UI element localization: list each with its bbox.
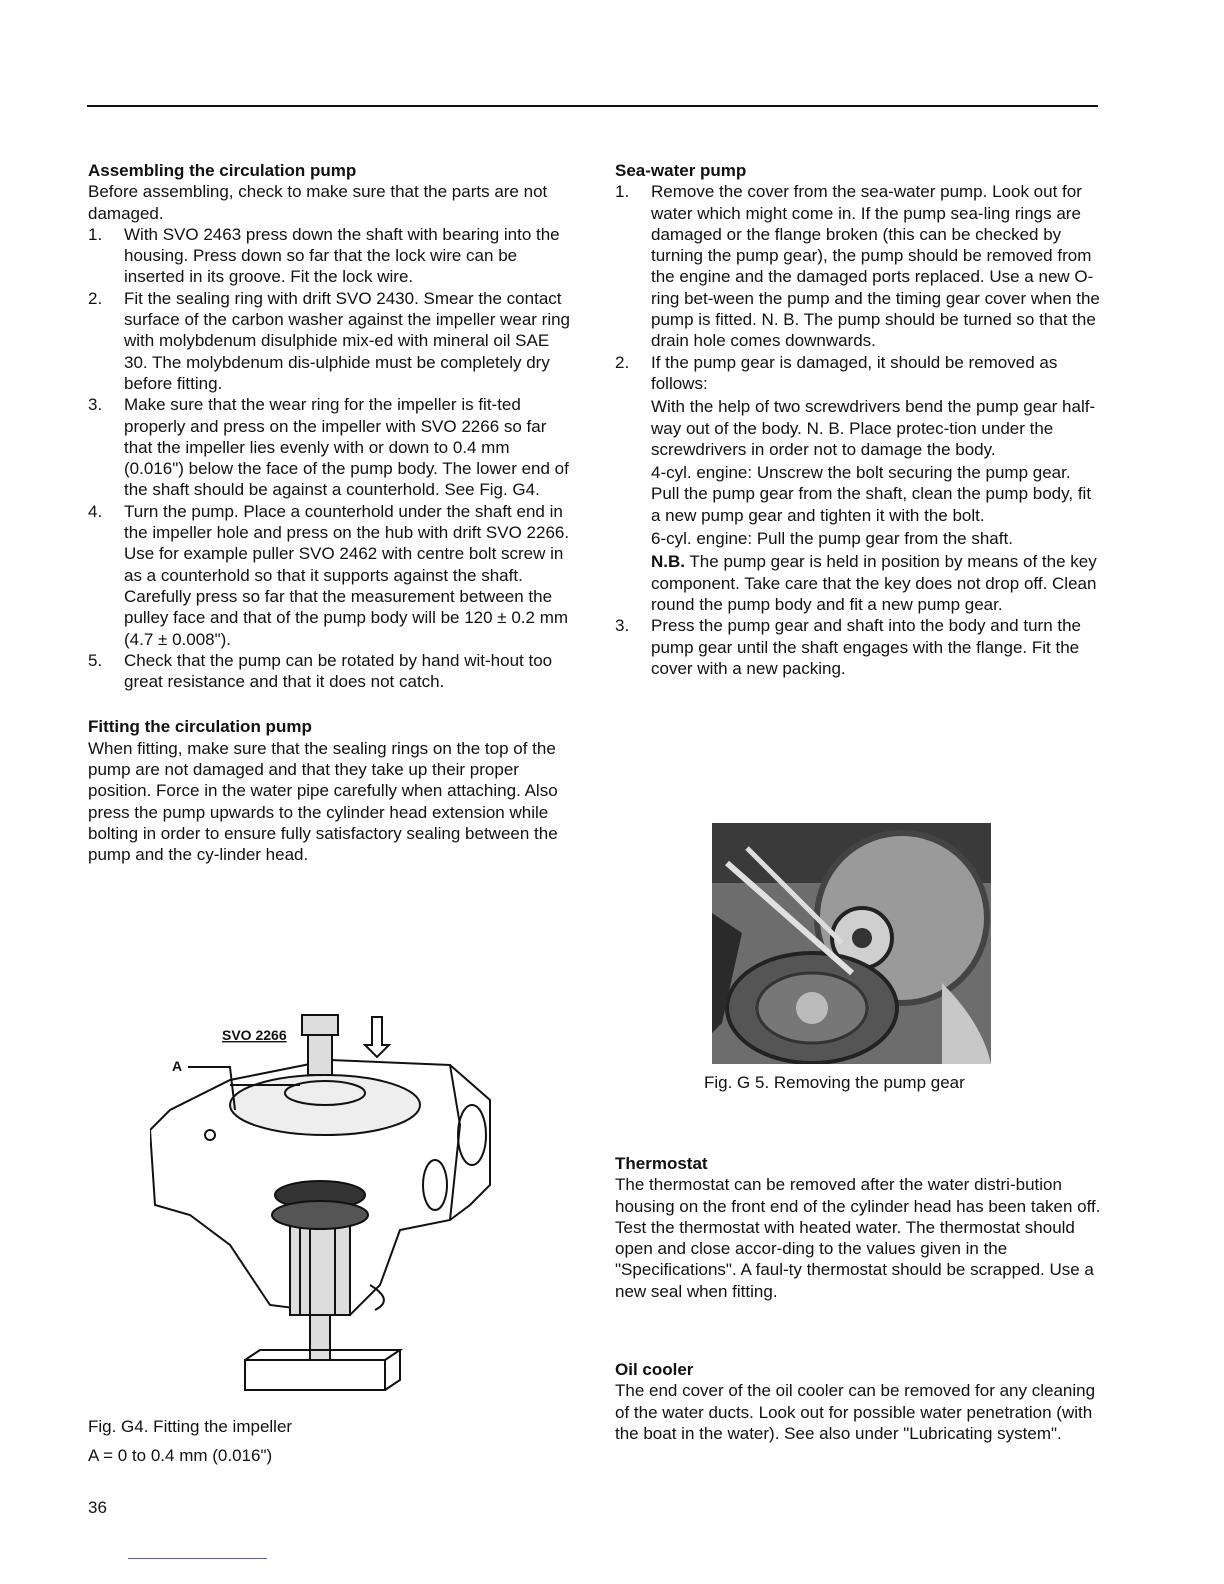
assembling-steps [88, 224, 570, 693]
footer-rule [128, 1558, 267, 1559]
oil-cooler-text: The end cover of the oil cooler can be removed for any cleaning of the water ducts. Look out for possible water penetration (with the boat in the water). See also under "Lubricating system". [615, 1381, 1096, 1443]
fig-g4-dimension-note: A = 0 to 0.4 mm (0.016") [88, 1446, 273, 1465]
assembling-intro: Before assembling, check to make sure that the parts are not damaged. [88, 182, 548, 223]
list-item: 3. Make sure that the wear ring for the impeller is fit-ted properly and press on the impeller with SVO 2266 so far that the impeller lies evenly with or down to 0.4 mm (0.016") below the face of the pump body. The lower end of the shaft should be against a counterhold. See Fig. G4. [88, 395, 569, 500]
fig-g4-caption: Fig. G4. Fitting the impeller [88, 1417, 293, 1436]
header-rule [87, 105, 1098, 107]
list-item: 1. With SVO 2463 press down the shaft with bearing into the housing. Press down so far that the lock wire can be inserted in its groove. Fit the lock wire. [88, 224, 560, 287]
list-item: 3. Press the pump gear and shaft into the body and turn the pump gear until the shaft engages with the flange. Fit the cover with a new packing. [615, 616, 1082, 678]
impeller-fitting-drawing [150, 1005, 495, 1405]
fitting-text: When fitting, make sure that the sealing rings on the top of the pump are not damaged and that they take up their proper position. Force in the water pipe carefully when attaching. Also press the pump upwards to the cylinder head extension while bolting in order to ensure fully satisfactory sealing between the pump and the cy-linder head. [88, 738, 558, 865]
oil-cooler-section [615, 1359, 1103, 1444]
right-column [615, 160, 1103, 679]
oil-cooler-heading: Oil cooler [615, 1360, 694, 1379]
assembling-heading: Assembling the circulation pump [88, 161, 357, 180]
dimension-a-label: A [172, 1058, 183, 1074]
thermostat-text: The thermostat can be removed after the water distri-bution housing on the front end of the cylinder head has been taken off. Test the thermostat with heated water. The thermostat should open and close accor-ding to the values given in the "Specifications". A faul-ty thermostat should be scrapped. Use a new seal when fitting. [615, 1175, 1101, 1301]
fitting-heading: Fitting the circulation pump [88, 717, 312, 737]
thermostat-heading: Thermostat [615, 1154, 708, 1173]
fig-g5-caption: Fig. G 5. Removing the pump gear [704, 1073, 965, 1092]
list-item: 2. If the pump gear is damaged, it should be removed as follows: With the help of two screwdrivers bend the pump gear half-way out of the body. N. B. Place protec-tion under the screwdrivers in order not to damage the body. 4-cyl. engine: Unscrew the bolt securing the pump gear. Pull the pump gear from the shaft, clean the pump body, fit a new pump gear and tighten it with the bolt. 6-cyl. engine: Pull the pump gear from the shaft. N.B. The pump gear is held in position by means of the key component. Take care that the key does not drop off. Clean round the pump body and fit a new pump gear. [615, 352, 1097, 614]
list-item: 1. Remove the cover from the sea-water pump. Look out for water which might come in. If the pump sea-ling rings are damaged or the flange broken (this can be checked by turning the pump gear), the pump should be removed from the engine and the damaged ports replaced. Use a new O-ring bet-ween the pump and the timing gear cover when the pump is fitted. N. B. The pump should be turned so that the drain hole comes downwards. [615, 182, 1100, 351]
left-column [88, 160, 570, 866]
list-item: 5. Check that the pump can be rotated by hand wit-hout too great resistance and that it does not catch. [88, 650, 553, 692]
svo-tool-label: SVO 2266 [222, 1027, 287, 1043]
seawater-heading: Sea-water pump [615, 161, 747, 180]
seawater-steps [615, 181, 1103, 679]
thermostat-section [615, 1153, 1103, 1302]
list-item: 2. Fit the sealing ring with drift SVO 2430. Smear the contact surface of the carbon washer against the impeller wear ring with molybdenum disulphide mix-ed with mineral oil SAE 30. The molybdenum dis-ulphide must be completely dry before fitting. [88, 288, 571, 393]
list-item: 4. Turn the pump. Place a counterhold under the shaft end in the impeller hole and press on the hub with drift SVO 2266. Use for example puller SVO 2462 with centre bolt screw in as a counterhold so that it supports against the shaft. Carefully press so far that the measurement between the pulley face and that of the pump body will be 120 ± 0.2 mm (4.7 ± 0.008"). [88, 501, 570, 649]
pump-gear-photo [712, 823, 991, 1064]
page-number: 36 [88, 1498, 107, 1517]
